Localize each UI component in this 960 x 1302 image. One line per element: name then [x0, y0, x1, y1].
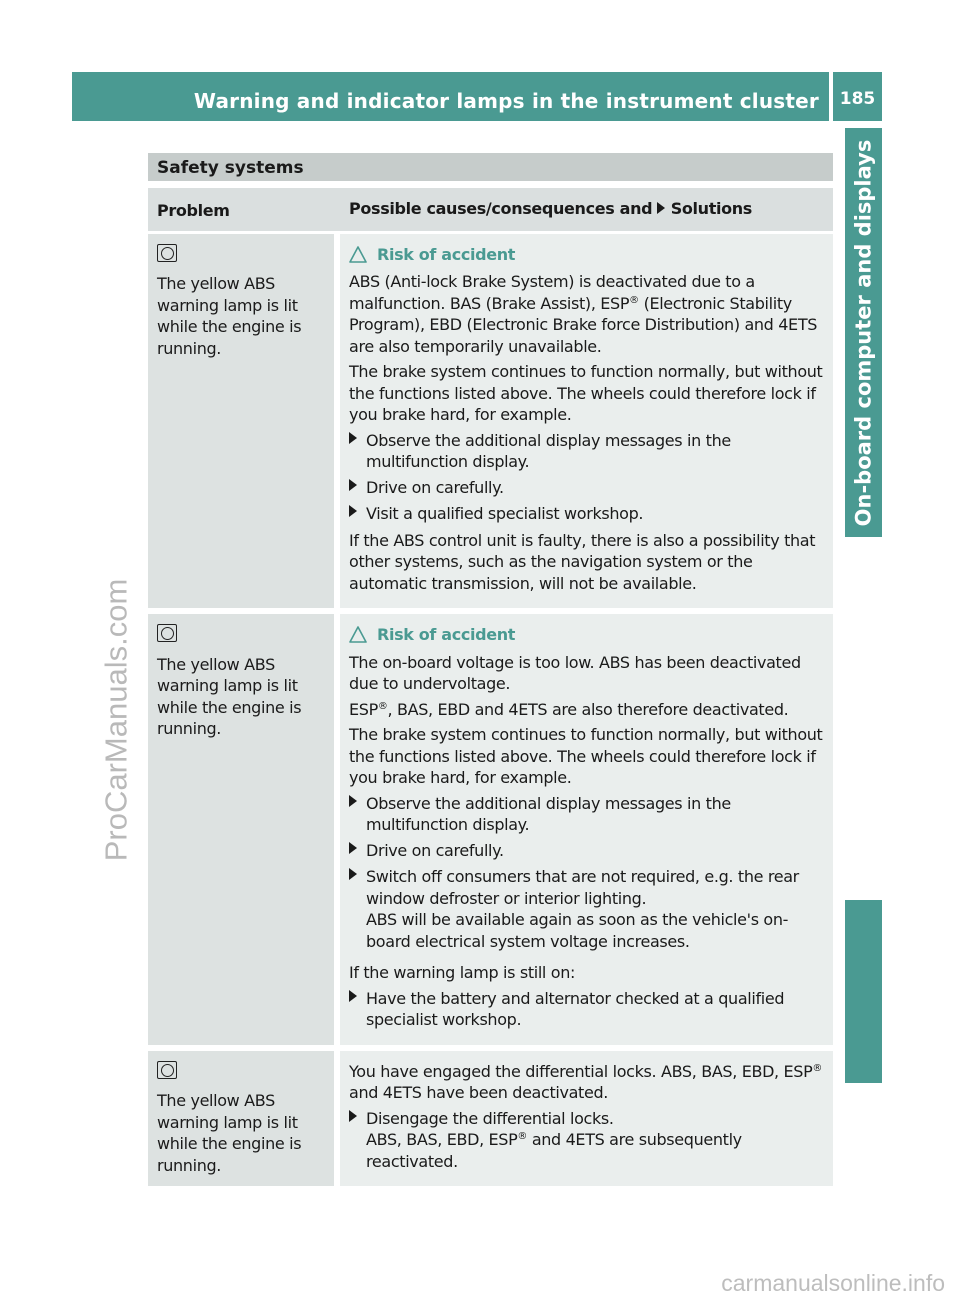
paragraph [349, 271, 829, 357]
step-note [366, 1130, 742, 1171]
section-heading [148, 153, 833, 181]
paragraph: If the ABS control unit is faulty, there is also a possibility that other systems, such as the navigation system or the automatic transmission, will not be available. [349, 530, 816, 593]
step-item [349, 477, 829, 500]
chapter-marker-block [845, 900, 882, 1083]
step-body [366, 866, 829, 952]
page-number-box [833, 72, 882, 121]
step-item [349, 866, 829, 952]
col-header-problem: Problem [148, 188, 340, 234]
step-item [349, 840, 829, 863]
problem-cell [148, 614, 340, 1051]
step-item [349, 988, 829, 1031]
registered-mark: ® [517, 1131, 528, 1142]
step-text: Drive on carefully. [366, 477, 504, 497]
warning-label: Risk of accident [377, 244, 516, 264]
text-span: ESP [349, 699, 378, 719]
arrow-icon [349, 866, 366, 952]
paragraph: The brake system continues to function normally, but without the functions listed above. The wheels could therefore lock if you brake hard, for example. [349, 725, 823, 787]
table-row [148, 1051, 833, 1193]
col-header-solutions [340, 188, 833, 234]
col-header-solutions-text-2: Solutions [670, 199, 752, 218]
arrow-icon [349, 503, 366, 526]
solution-cell [340, 234, 833, 615]
safety-systems-table [148, 188, 833, 1192]
header-bar [72, 72, 829, 121]
registered-mark: ® [377, 700, 388, 712]
chapter-tab-label: On-board computer and displays [851, 139, 876, 526]
warning-label: Risk of accident [377, 625, 516, 644]
section-title: Safety systems [157, 158, 304, 178]
text-span: ABS (Anti-lock Brake System) is deactivated due to a malfunction. BAS (Brake Assist), ESP [349, 272, 755, 313]
text-span: (Electronic Stability Program), EBD (Electronic Brake force Distribution) and 4ETS are also temporarily unavailable. [349, 293, 818, 356]
paragraph [349, 699, 829, 721]
registered-mark: ® [629, 294, 639, 306]
step-text: Disengage the differential locks. [366, 1108, 614, 1128]
step-text: Observe the additional display messages in the multifunction display. [366, 430, 731, 471]
paragraph: The on-board voltage is too low. ABS has been deactivated due to undervoltage. [349, 652, 801, 693]
step-note: ABS will be available again as soon as the vehicle's on-board electrical system voltage increases. [366, 910, 789, 951]
step-text: Have the battery and alternator checked at a qualified specialist workshop. [366, 988, 785, 1029]
abs-warning-lamp-icon [157, 1061, 177, 1079]
arrow-icon [657, 205, 665, 217]
table-header-row [148, 188, 833, 234]
abs-warning-lamp-icon [157, 624, 177, 642]
chapter-tab-label-wrap [845, 128, 882, 537]
problem-cell [148, 1051, 340, 1193]
step-text: Switch off consumers that are not required, e.g. the rear window defroster or interior lighting. [366, 867, 799, 908]
step-item [349, 793, 829, 836]
paragraph: The brake system continues to function normally, but without the functions listed above. The wheels could therefore lock if you brake hard, for example. [349, 362, 823, 424]
page-number: 185 [839, 89, 876, 109]
watermark: ProCarManuals.com [98, 578, 134, 862]
table-row [148, 234, 833, 615]
arrow-icon [349, 477, 366, 500]
text-span: and 4ETS are subsequently reactivated. [366, 1130, 742, 1171]
paragraph: If the warning lamp is still on: [349, 963, 576, 982]
step-text: Observe the additional display messages in the multifunction display. [366, 793, 731, 834]
warning-line [349, 244, 829, 266]
abs-warning-lamp-icon [157, 244, 177, 262]
solution-cell [340, 614, 833, 1051]
text-span: You have engaged the differential locks. ABS, BAS, EBD, ESP [349, 1061, 813, 1081]
problem-cell [148, 234, 340, 615]
warning-line [349, 624, 829, 646]
problem-text: The yellow ABS warning lamp is lit while the engine is running. [157, 654, 302, 738]
step-item [349, 1108, 829, 1173]
step-item [349, 503, 829, 526]
table-row [148, 614, 833, 1051]
page-header-title: Warning and indicator lamps in the instrument cluster [193, 89, 819, 113]
text-span: and 4ETS have been deactivated. [349, 1083, 609, 1102]
col-header-solutions-text: Possible causes/consequences and [349, 199, 653, 218]
text-span: , BAS, EBD and 4ETS are also therefore deactivated. [387, 699, 789, 719]
step-text: Visit a qualified specialist workshop. [366, 504, 644, 523]
arrow-icon [349, 793, 366, 836]
problem-text: The yellow ABS warning lamp is lit while the engine is running. [157, 1091, 302, 1175]
paragraph [349, 1061, 829, 1104]
problem-text: The yellow ABS warning lamp is lit while the engine is running. [157, 274, 302, 358]
arrow-icon [349, 988, 366, 1031]
solution-cell [340, 1051, 833, 1193]
arrow-icon [349, 1108, 366, 1173]
step-body [366, 1108, 829, 1173]
watermark-wrap [96, 520, 136, 920]
warning-triangle-icon [349, 246, 367, 263]
step-text: Drive on carefully. [366, 840, 504, 860]
registered-mark: ® [812, 1062, 823, 1074]
warning-triangle-icon [349, 626, 367, 643]
footer-watermark: carmanualsonline.info [721, 1270, 945, 1296]
text-span: ABS, BAS, EBD, ESP [366, 1130, 518, 1149]
step-item [349, 430, 829, 473]
arrow-icon [349, 840, 366, 863]
arrow-icon [349, 430, 366, 473]
